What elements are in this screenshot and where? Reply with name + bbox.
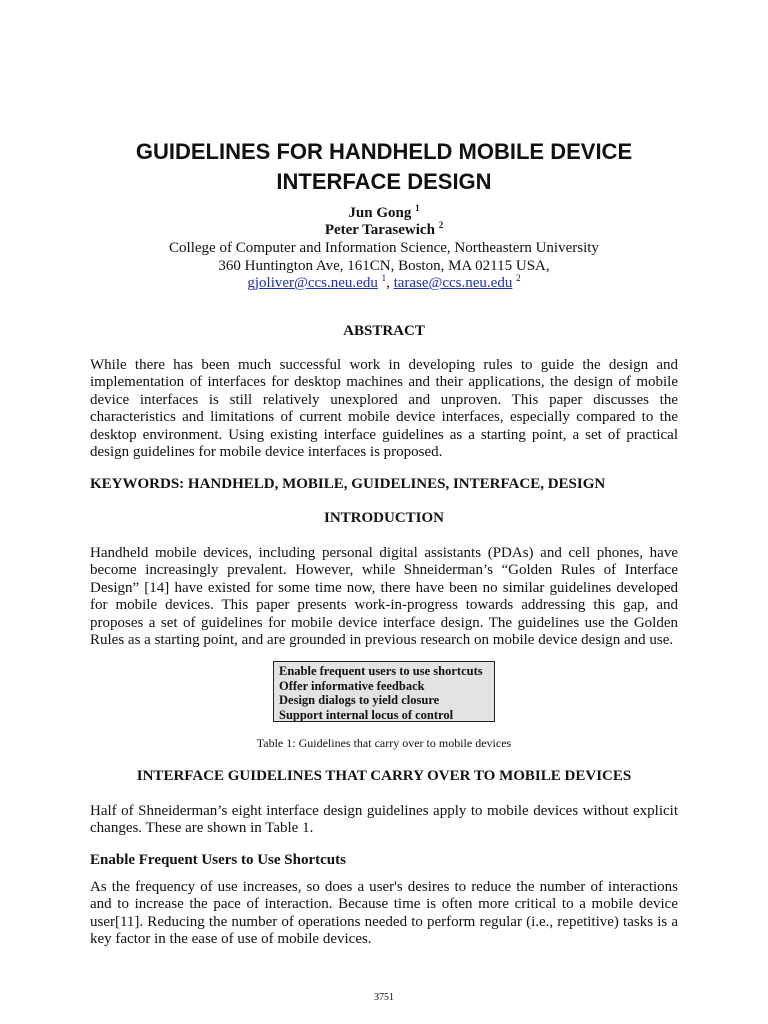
table-row: Support internal locus of control	[279, 707, 454, 722]
author-1-name: Jun Gong	[348, 205, 412, 221]
page-number: 3751	[374, 992, 394, 1003]
introduction-line: Rules as a starting point, and are grounded in previous research on mobile device design and use.	[90, 632, 674, 649]
introduction-line: Handheld mobile devices, including personal digital assistants (PDAs) and cell phones, have	[90, 545, 678, 561]
abstract-line: characteristics and limitations of current mobile device interfaces, especially compared to the	[90, 409, 678, 426]
section-line: Half of Shneiderman’s eight interface design guidelines apply to mobile devices without explicit	[90, 803, 678, 819]
subsection-paragraph	[90, 879, 678, 949]
keywords-line: KEYWORDS: HANDHELD, MOBILE, GUIDELINES, INTERFACE, DESIGN	[90, 476, 606, 492]
affiliation-line-2: 360 Huntington Ave, 161CN, Boston, MA 02115 USA,	[218, 258, 550, 274]
introduction-paragraph	[90, 545, 678, 649]
table-row: Design dialogs to yield closure	[279, 693, 440, 708]
abstract-line: design guidelines for mobile device interfaces is proposed.	[90, 444, 443, 461]
author-2-sup: 2	[438, 220, 444, 230]
introduction-line: Design” [14] have existed for some time now, there have been no similar guidelines developed	[90, 579, 678, 596]
section-line: changes. These are shown in Table 1.	[90, 820, 314, 837]
author-2	[0, 222, 768, 239]
introduction-line: for mobile devices. This paper presents work-in-progress towards addressing this gap, and	[90, 597, 678, 614]
affiliation-line-1: College of Computer and Information Science, Northeastern University	[169, 240, 599, 256]
title-line-1: GUIDELINES FOR HANDHELD MOBILE DEVICE	[135, 139, 633, 164]
introduction-heading: INTRODUCTION	[323, 510, 444, 526]
abstract-line: desktop environment. Using existing interface guidelines as a starting point, a set of practical	[90, 426, 678, 443]
subsection-heading: Enable Frequent Users to Use Shortcuts	[90, 852, 346, 868]
email-line	[0, 275, 768, 292]
abstract-line: device interfaces is still relatively unexplored and unproven. This paper discusses the	[90, 391, 678, 408]
subsection-line: key factor in the ease of use of mobile devices.	[90, 931, 372, 948]
table-caption: Table 1: Guidelines that carry over to mobile devices	[256, 736, 512, 750]
subsection-line: user[11]. Reducing the number of operations needed to perform regular (i.e., repetitive) tasks is a	[90, 913, 678, 930]
title-line-2: INTERFACE DESIGN	[276, 169, 492, 194]
introduction-line: proposes a set of guidelines for mobile device interface design. The guidelines use the Golden	[90, 614, 678, 631]
abstract-heading: ABSTRACT	[343, 323, 425, 339]
abstract-line: implementation of interfaces for desktop machines and their applications, the design of mobile	[90, 374, 678, 391]
abstract-paragraph	[90, 357, 678, 461]
email-separator: ,	[386, 275, 390, 291]
author-2-name: Peter Tarasewich	[324, 222, 435, 238]
section-paragraph	[90, 803, 678, 838]
subsection-line: and to increase the pace of interaction. Because time is often more critical to a mobile device	[90, 896, 678, 913]
email-link-1[interactable]: gjoliver@ccs.neu.edu	[247, 275, 378, 291]
paper-title	[0, 137, 768, 197]
introduction-line: become increasingly prevalent. However, while Shneiderman’s “Golden Rules of Interface	[90, 562, 678, 579]
table-row: Offer informative feedback	[279, 678, 425, 693]
author-1	[0, 205, 768, 222]
section-heading: INTERFACE GUIDELINES THAT CARRY OVER TO MOBILE DEVICES	[136, 768, 632, 784]
abstract-line: While there has been much successful work in developing rules to guide the design and	[90, 357, 678, 373]
author-1-sup: 1	[415, 203, 420, 213]
subsection-line: As the frequency of use increases, so does a user's desires to reduce the number of interactions	[90, 879, 678, 895]
table-row: Enable frequent users to use shortcuts	[279, 664, 483, 678]
email-link-2[interactable]: tarase@ccs.neu.edu	[393, 275, 513, 291]
email-sup-2: 2	[516, 273, 521, 283]
guidelines-table	[273, 661, 495, 722]
email-sup-1: 1	[381, 273, 387, 283]
